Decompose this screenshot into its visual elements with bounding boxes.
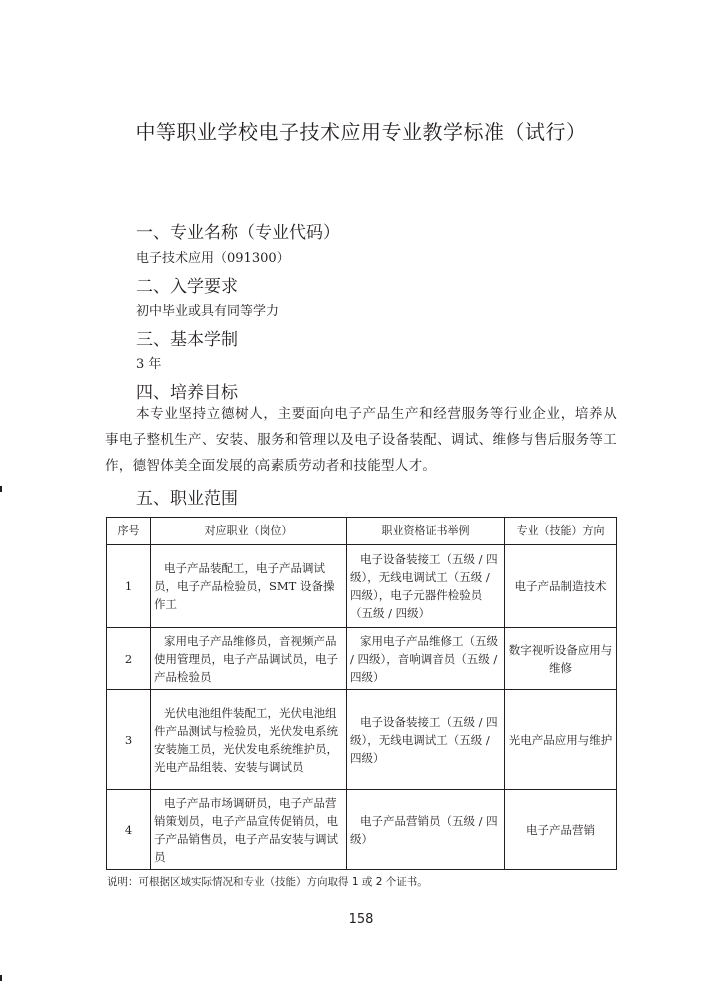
page-title: 中等职业学校电子技术应用专业教学标准（试行） [135,120,587,144]
job-cell: 家用电子产品维修员，音视频产品使用管理员，电子产品调试员，电子产品检验员 [151,628,347,690]
row-number: 1 [107,545,151,628]
section-heading-career-scope: 五、职业范围 [136,489,238,509]
margin-mark [0,975,2,981]
row-number: 4 [107,790,151,870]
margin-mark [0,486,2,492]
header-cell-number: 序号 [107,518,151,545]
table-row [107,545,617,628]
row-number: 2 [107,628,151,690]
certificate-cell: 家用电子产品维修工（五级 / 四级），音响调音员（五级 / 四级） [347,628,505,690]
direction-cell: 光电产品应用与维护 [505,690,617,790]
header-cell-job: 对应职业（岗位） [151,518,347,545]
section-heading-duration: 三、基本学制 [136,330,238,350]
table-row [107,628,617,690]
table-header-row [107,518,617,545]
table-row [107,790,617,870]
job-cell: 电子产品装配工，电子产品调试员，电子产品检验员，SMT 设备操作工 [151,545,347,628]
job-cell: 电子产品市场调研员，电子产品营销策划员，电子产品宣传促销员，电子产品销售员，电子产品安装与调试员 [151,790,347,870]
header-cell-direction: 专业（技能）方向 [505,518,617,545]
certificate-cell: 电子设备装接工（五级 / 四级），无线电调试工（五级 / 四级），电子元器件检验员（五级 / 四级） [347,545,505,628]
direction-cell: 电子产品制造技术 [505,545,617,628]
direction-cell: 电子产品营销 [505,790,617,870]
career-scope-table [106,517,617,870]
section-heading-objectives: 四、培养目标 [136,383,238,403]
duration-text: 3 年 [136,357,162,372]
table-row [107,690,617,790]
section-heading-admission: 二、入学要求 [136,277,238,297]
major-name-text: 电子技术应用（091300） [136,251,290,266]
certificate-cell: 电子设备装接工（五级 / 四级），无线电调试工（五级 / 四级） [347,690,505,790]
page-number: 158 [348,912,374,927]
table-note: 说明：可根据区域实际情况和专业（技能）方向取得 1 或 2 个证书。 [107,876,428,888]
row-number: 3 [107,690,151,790]
admission-text: 初中毕业或具有同等学力 [136,304,280,319]
section-heading-major-name: 一、专业名称（专业代码） [136,223,340,243]
header-cell-certificate: 职业资格证书举例 [347,518,505,545]
objectives-paragraph: 本专业坚持立德树人，主要面向电子产品生产和经营服务等行业企业，培养从事电子整机生产、安装、服务和管理以及电子设备装配、调试、维修与售后服务等工作，德智体美全面发展的高素质劳动者和技能型人才。 [105,406,617,474]
job-cell: 光伏电池组件装配工，光伏电池组件产品测试与检验员，光伏发电系统安装施工员，光伏发电系统维护员，光电产品组装、安装与调试员 [151,690,347,790]
certificate-cell: 电子产品营销员（五级 / 四级） [347,790,505,870]
direction-cell: 数字视听设备应用与维修 [505,628,617,690]
